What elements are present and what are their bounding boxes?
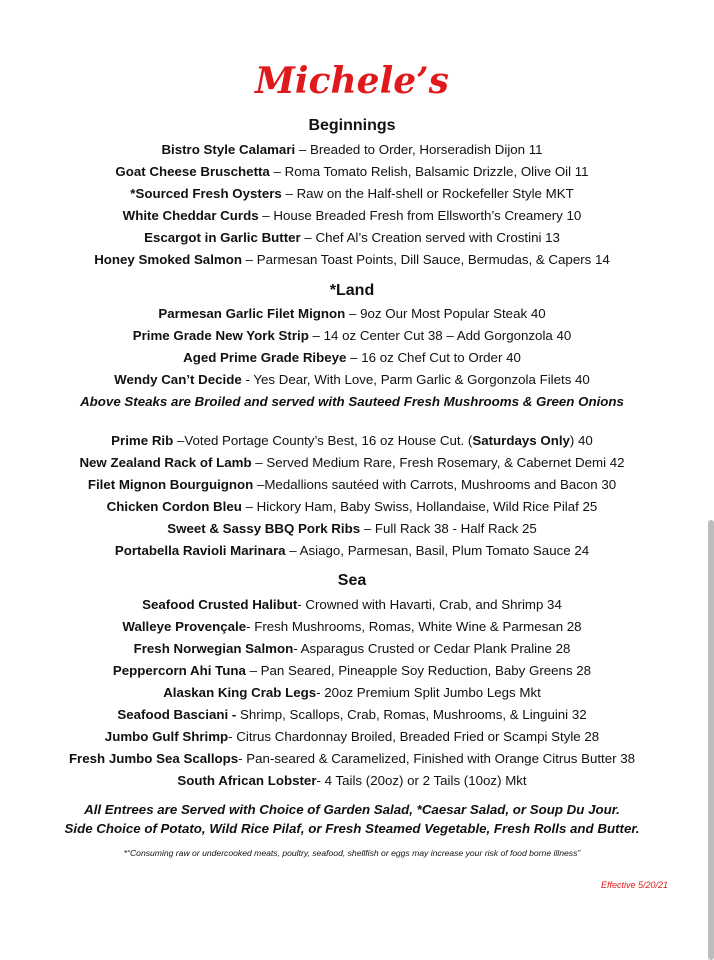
item-desc: – Asiago, Parmesan, Basil, Plum Tomato Sauce 24 xyxy=(285,543,590,558)
item-desc: – Pan Seared, Pineapple Soy Reduction, Baby Greens 28 xyxy=(245,663,592,678)
item-desc: - Fresh Mushrooms, Romas, White Wine & Parmesan 28 xyxy=(246,619,582,634)
item-name: *Sourced Fresh Oysters xyxy=(130,186,282,201)
item-desc: – Raw on the Half-shell or Rockefeller Style MKT xyxy=(281,186,574,201)
item-desc: – Hickory Ham, Baby Swiss, Hollandaise, Wild Rice Pilaf 25 xyxy=(241,499,598,514)
menu-item xyxy=(0,474,704,496)
item-name: South African Lobster xyxy=(177,773,317,788)
item-desc: –Medallions sautéed with Carrots, Mushrooms and Bacon 30 xyxy=(253,477,617,492)
restaurant-title: Michele’s xyxy=(255,60,449,102)
menu-item xyxy=(0,183,704,205)
item-name: Portabella Ravioli Marinara xyxy=(114,543,286,558)
land-list xyxy=(0,303,704,413)
menu-item xyxy=(0,347,704,369)
effective-date: Effective 5/20/21 xyxy=(600,880,668,890)
item-name: Walleye Provençale xyxy=(122,619,247,634)
item-desc: – Breaded to Order, Horseradish Dijon 11 xyxy=(295,142,543,157)
menu-item xyxy=(0,161,704,183)
item-name: Peppercorn Ahi Tuna xyxy=(112,663,246,678)
steak-note: Above Steaks are Broiled and served with Sauteed Fresh Mushrooms & Green Onions xyxy=(80,394,624,409)
menu-item xyxy=(0,770,704,792)
item-desc: - Yes Dear, With Love, Parm Garlic & Gorgonzola Filets 40 xyxy=(241,372,590,387)
item-name: New Zealand Rack of Lamb xyxy=(79,455,252,470)
menu-item xyxy=(0,430,704,452)
menu-item xyxy=(0,496,704,518)
item-name: Alaskan King Crab Legs xyxy=(163,685,317,700)
item-desc: – House Breaded Fresh from Ellsworth’s Creamery 10 xyxy=(258,208,582,223)
menu-item xyxy=(0,303,704,325)
item-desc: – Served Medium Rare, Fresh Rosemary, & Cabernet Demi 42 xyxy=(251,455,625,470)
menu-item xyxy=(0,682,704,704)
land-list-2 xyxy=(0,430,704,562)
item-desc-end: ) 40 xyxy=(569,433,593,448)
consumer-advisory: *“Consuming raw or undercooked meats, poultry, seafood, shellfish or eggs may increase your risk of food borne illness” xyxy=(123,848,581,858)
scrollbar[interactable] xyxy=(708,520,714,960)
item-desc: Shrimp, Scallops, Crab, Romas, Mushrooms, & Linguini 32 xyxy=(236,707,587,722)
menu-item xyxy=(0,325,704,347)
menu-item xyxy=(0,540,704,562)
item-name: Prime Rib xyxy=(111,433,174,448)
item-name: Prime Grade New York Strip xyxy=(132,328,309,343)
item-name: Aged Prime Grade Ribeye xyxy=(183,350,347,365)
sea-list xyxy=(0,594,704,792)
menu-item xyxy=(0,205,704,227)
footer-line-sides: Side Choice of Potato, Wild Rice Pilaf, or Fresh Steamed Vegetable, Fresh Rolls and Butter. xyxy=(64,821,640,836)
menu-item xyxy=(0,616,704,638)
menu-item xyxy=(0,704,704,726)
item-desc: - 4 Tails (20oz) or 2 Tails (10oz) Mkt xyxy=(316,773,527,788)
menu-item xyxy=(0,369,704,391)
item-desc: – 16 oz Chef Cut to Order 40 xyxy=(346,350,521,365)
item-desc: - Asparagus Crusted or Cedar Plank Praline 28 xyxy=(293,641,571,656)
item-name: Seafood Basciani - xyxy=(117,707,237,722)
section-heading-sea: Sea xyxy=(337,572,367,589)
item-desc: - Citrus Chardonnay Broiled, Breaded Fried or Scampi Style 28 xyxy=(228,729,600,744)
item-name: Honey Smoked Salmon xyxy=(94,252,242,267)
item-desc: – 14 oz Center Cut 38 – Add Gorgonzola 40 xyxy=(308,328,572,343)
item-name: Sweet & Sassy BBQ Pork Ribs xyxy=(167,521,361,536)
menu-item xyxy=(0,249,704,271)
menu-item xyxy=(0,139,704,161)
menu-item xyxy=(0,638,704,660)
menu-item xyxy=(0,227,704,249)
item-desc: - 20oz Premium Split Jumbo Legs Mkt xyxy=(316,685,541,700)
footer-line-salad: All Entrees are Served with Choice of Garden Salad, *Caesar Salad, or Soup Du Jour. xyxy=(84,802,620,817)
item-desc: – Chef Al’s Creation served with Crostini 13 xyxy=(300,230,560,245)
item-desc: – Parmesan Toast Points, Dill Sauce, Bermudas, & Capers 14 xyxy=(241,252,610,267)
item-name: Goat Cheese Bruschetta xyxy=(115,164,270,179)
item-name: Escargot in Garlic Butter xyxy=(144,230,301,245)
item-desc: – Full Rack 38 - Half Rack 25 xyxy=(360,521,537,536)
item-name: Jumbo Gulf Shrimp xyxy=(104,729,229,744)
item-desc: – 9oz Our Most Popular Steak 40 xyxy=(345,306,546,321)
menu-item xyxy=(0,594,704,616)
item-name: Filet Mignon Bourguignon xyxy=(87,477,254,492)
item-name: Fresh Norwegian Salmon xyxy=(133,641,294,656)
item-name: Fresh Jumbo Sea Scallops xyxy=(68,751,239,766)
item-name: Parmesan Garlic Filet Mignon xyxy=(158,306,346,321)
beginnings-list xyxy=(0,139,704,271)
item-name: White Cheddar Curds xyxy=(122,208,259,223)
menu-item xyxy=(0,748,704,770)
menu-item xyxy=(0,452,704,474)
section-heading-beginnings: Beginnings xyxy=(308,117,396,134)
menu-item xyxy=(0,660,704,682)
item-name: Wendy Can’t Decide xyxy=(114,372,242,387)
item-desc: - Crowned with Havarti, Crab, and Shrimp 34 xyxy=(297,597,562,612)
item-name: Bistro Style Calamari xyxy=(161,142,296,157)
item-desc: –Voted Portage County’s Best, 16 oz House Cut. ( xyxy=(173,433,473,448)
item-desc: - Pan-seared & Caramelized, Finished with Orange Citrus Butter 38 xyxy=(238,751,636,766)
section-heading-land: *Land xyxy=(329,282,375,299)
item-name: Seafood Crusted Halibut xyxy=(142,597,298,612)
menu-item xyxy=(0,726,704,748)
item-name: Chicken Cordon Bleu xyxy=(106,499,242,514)
item-desc: – Roma Tomato Relish, Balsamic Drizzle, Olive Oil 11 xyxy=(269,164,589,179)
item-emphasis: Saturdays Only xyxy=(472,433,570,448)
entree-footer xyxy=(0,800,704,838)
menu-item xyxy=(0,518,704,540)
